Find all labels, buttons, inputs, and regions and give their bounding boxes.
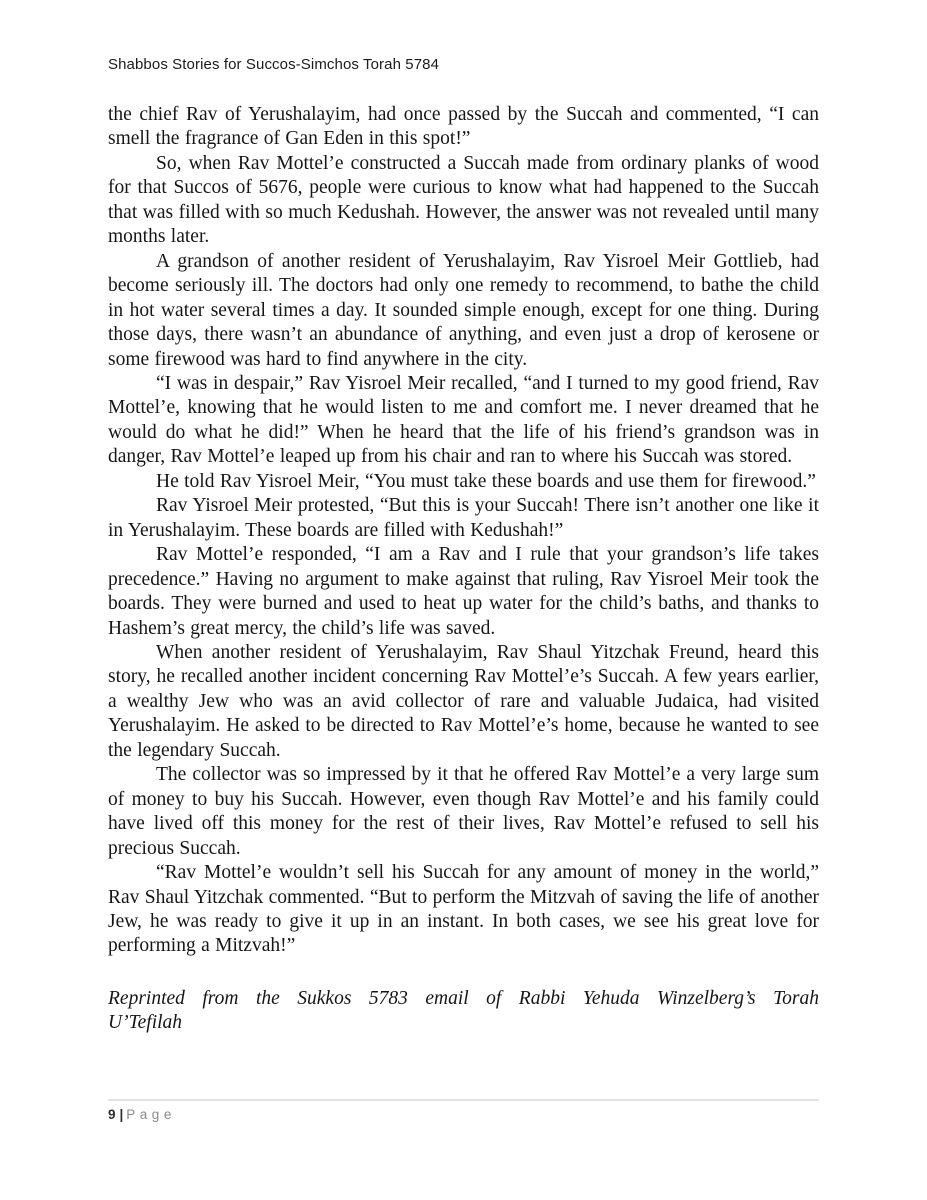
footer-divider [108, 1099, 819, 1101]
footer-text [108, 1107, 819, 1123]
paragraph: The collector was so impressed by it that he offered Rav Mottel’e a very large sum of money to buy his Succah. However, even though Rav Mottel’e and his family could have lived off this money for the rest of their lives, Rav Mottel’e refused to sell his precious Succah. [108, 764, 819, 859]
paragraph: Rav Mottel’e responded, “I am a Rav and I rule that your grandson’s life takes precedence.” Having no argument to make against that ruling, Rav Yisroel Meir took the boards. They were burned and used to heat up water for the child’s baths, and thanks to Hashem’s great mercy, the child’s life was saved. [108, 544, 819, 639]
paragraph: “I was in despair,” Rav Yisroel Meir recalled, “and I turned to my good friend, Rav Mottel’e, knowing that he would listen to me and comfort me. I never dreamed that he would do what he did!” When he heard that the life of his friend’s grandson was in danger, Rav Mottel’e leaped up from his chair and ran to where his Succah was stored. [108, 372, 819, 468]
footer-page-label: Page [126, 1107, 176, 1122]
page-number: 9 [108, 1107, 116, 1122]
page-footer [108, 1099, 819, 1123]
paragraph: the chief Rav of Yerushalayim, had once passed by the Succah and commented, “I can smell the fragrance of Gan Eden in this spot!” [108, 104, 819, 150]
paragraph: He told Rav Yisroel Meir, “You must take these boards and use them for firewood.” [156, 470, 816, 492]
header-title: Shabbos Stories for Succos-Simchos Torah 5784 [108, 56, 440, 73]
paragraph: When another resident of Yerushalayim, Rav Shaul Yitzchak Freund, heard this story, he recalled another incident concerning Rav Mottel’e’s Succah. A few years earlier, a wealthy Jew who was an avid collector of rare and valuable Judaica, had visited Yerushalayim. He asked to be directed to Rav Mottel’e’s home, because he wanted to see the legendary Succah. [108, 641, 819, 761]
attribution-line: Reprinted from the Sukkos 5783 email of Rabbi Yehuda Winzelberg’s Torah U’Tefilah [108, 987, 819, 1034]
story-body [108, 103, 819, 1036]
footer-separator: | [119, 1107, 124, 1122]
paragraph: Rav Yisroel Meir protested, “But this is your Succah! There isn’t another one like it in Yerushalayim. These boards are filled with Kedushah!” [108, 495, 819, 541]
paragraph: A grandson of another resident of Yerushalayim, Rav Yisroel Meir Gottlieb, had become seriously ill. The doctors had only one remedy to recommend, to bathe the child in hot water several times a day. It sounded simple enough, except for one thing. During those days, there wasn’t an abundance of anything, and even just a drop of kerosene or some firewood was hard to find anywhere in the city. [108, 250, 819, 370]
paragraph: So, when Rav Mottel’e constructed a Succah made from ordinary planks of wood for that Succos of 5676, people were curious to know what had happened to the Succah that was filled with so much Kedushah. However, the answer was not revealed until many months later. [108, 152, 819, 248]
page-header [108, 56, 819, 74]
paragraph: “Rav Mottel’e wouldn’t sell his Succah for any amount of money in the world,” Rav Shaul Yitzchak commented. “But to perform the Mitzvah of saving the life of another Jew, he was ready to give it up in an instant. In both cases, we see his great love for performing a Mitzvah!” [108, 862, 819, 957]
